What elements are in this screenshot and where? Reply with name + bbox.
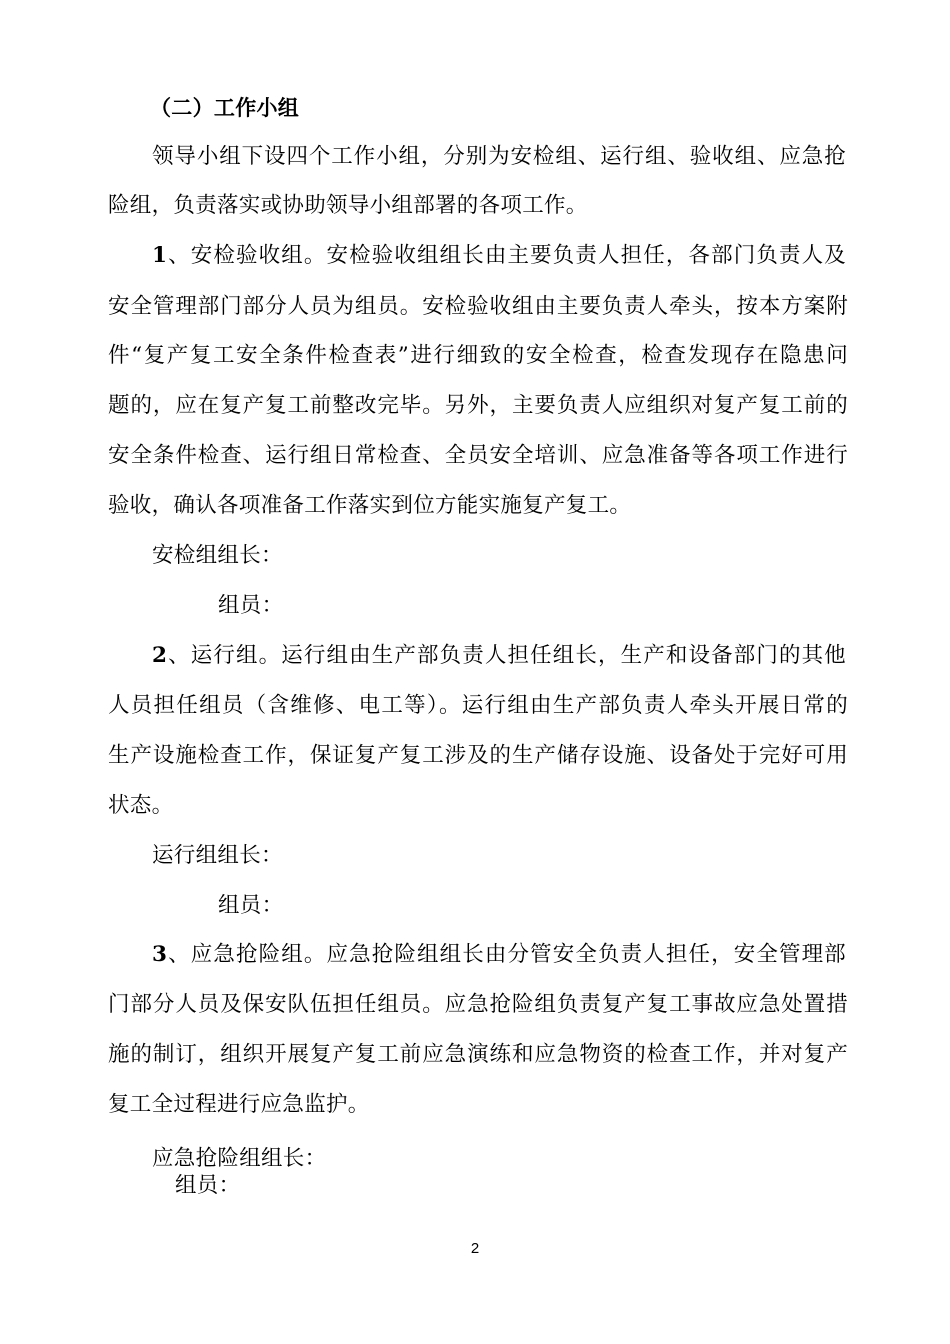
intro-line-1: 领导小组下设四个工作小组，分别为安检组、运行组、验收组、应急抢 [152, 144, 846, 169]
section3-line-3: 施的制订，组织开展复产复工前应急演练和应急物资的检查工作，并对复产 [108, 1042, 848, 1067]
section3-line-4: 复工全过程进行应急监护。 [108, 1092, 370, 1117]
section2-line-3: 生产设施检查工作，保证复产复工涉及的生产储存设施、设备处于完好可用 [108, 743, 848, 768]
section3-number: 3 [152, 942, 168, 967]
section2-line-1-text: 、运行组。运行组由生产部负责人担任组长，生产和设备部门的其他 [167, 643, 846, 668]
section1-line-4: 题的，应在复产复工前整改完毕。另外，主要负责人应组织对复产复工前的 [108, 393, 848, 418]
section1-line-2: 安全管理部门部分人员为组员。安检验收组由主要负责人牵头，按本方案附 [108, 294, 848, 319]
section1-line-5: 安全条件检查、运行组日常检查、全员安全培训、应急准备等各项工作进行 [108, 443, 848, 468]
page-number: 2 [470, 1240, 480, 1257]
section3-line-1-text: 、应急抢险组。应急抢险组组长由分管安全负责人担任，安全管理部 [167, 942, 846, 967]
section1-line-1-text: 、安检验收组。安检验收组组长由主要负责人担任，各部门负责人及 [167, 243, 846, 268]
intro-line-2: 险组，负责落实或协助领导小组部署的各项工作。 [108, 193, 588, 218]
section2-line-2: 人员担任组员（含维修、电工等）。运行组由生产部负责人牵头开展日常的 [108, 693, 848, 718]
section1-line-3: 件“复产复工安全条件检查表”进行细致的安全检查，检查发现存在隐患问 [108, 343, 848, 368]
section1-member-label: 组员： [218, 593, 284, 618]
section1-leader-label: 安检组组长： [152, 543, 283, 568]
section2-member-label: 组员： [218, 893, 284, 918]
section1-line-1 [152, 243, 846, 269]
section3-leader-label: 应急抢险组组长： [152, 1146, 327, 1171]
section-heading: （二）工作小组 [150, 96, 300, 120]
section1-line-6: 验收，确认各项准备工作落实到位方能实施复产复工。 [108, 493, 632, 518]
section2-leader-label: 运行组组长： [152, 843, 283, 868]
section3-member-label: 组员： [175, 1173, 241, 1198]
section2-number: 2 [152, 643, 168, 668]
section3-line-2: 门部分人员及保安队伍担任组员。应急抢险组负责复产复工事故应急处置措 [108, 992, 848, 1017]
section3-line-1 [152, 942, 846, 968]
section2-line-1 [152, 643, 846, 669]
section2-line-4: 状态。 [108, 793, 174, 818]
section1-number: 1 [152, 243, 168, 268]
